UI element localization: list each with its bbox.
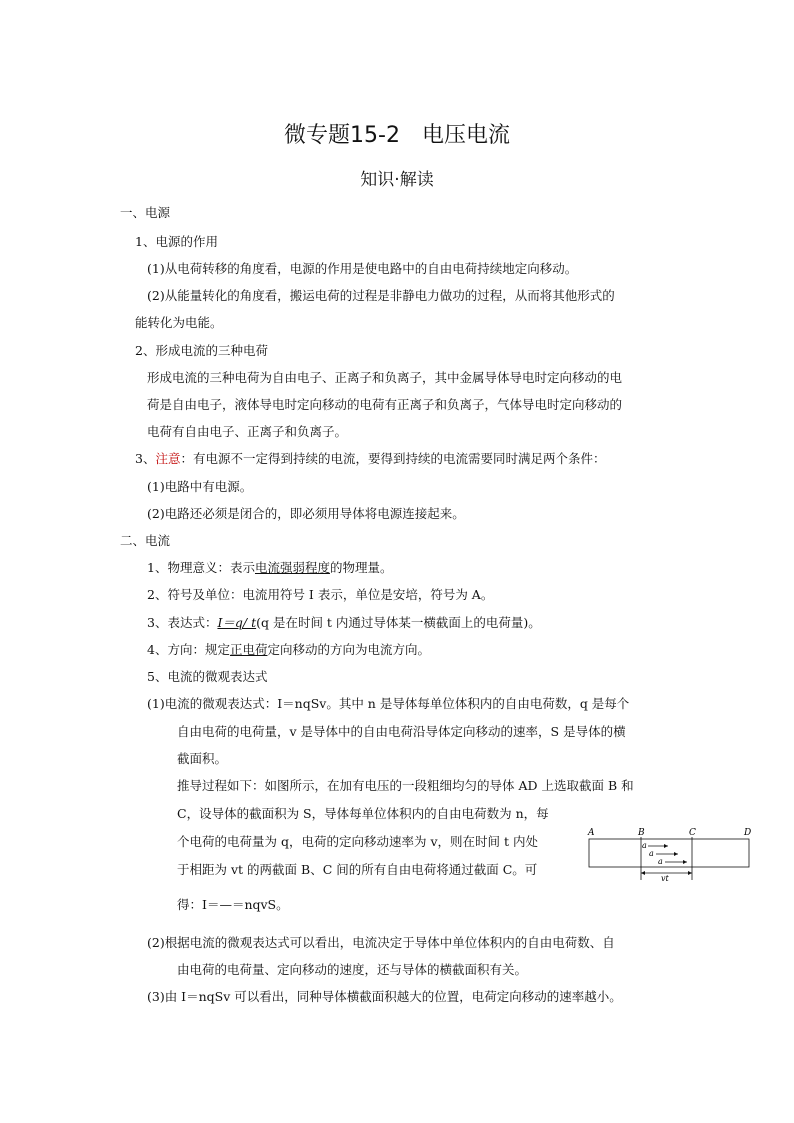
paragraph-line: 于相距为 vt 的两截面 B、C 间的所有自由电荷将通过截面 C。可 [177,862,538,877]
note-label: 注意 [155,451,181,466]
text-span: (q 是在时间 t 内通过导体某一横截面上的电荷量)。 [256,615,541,630]
paragraph-line: 自由电荷的电荷量，v 是导体中的自由电荷沿导体定向移动的速率，S 是导体的横 [177,724,626,739]
paragraph-line: 截面积。 [177,751,228,766]
underlined-term: 电流强弱程度 [254,560,330,575]
text-span: 3、表达式： [147,615,218,630]
arrowhead [674,852,678,856]
text-span: 1、物理意义：表示 [147,560,255,575]
paragraph-line: (1)从电荷转移的角度看，电源的作用是使电路中的自由电荷持续地定向移动。 [147,261,578,276]
paragraph-line: 由电荷的电荷量、定向移动的速度，还与导体的横截面积有关。 [177,962,528,977]
paragraph-line: 个电荷的电荷量为 q，电荷的定向移动速率为 v，则在时间 t 内处 [177,834,538,849]
paragraph-line: 5、电流的微观表达式 [147,669,268,684]
note-text: ：有电源不一定得到持续的电流，要得到持续的电流需要同时满足两个条件： [180,451,606,466]
arrowhead [641,871,645,875]
paragraph-line: 形成电流的三种电荷为自由电子、正离子和负离子，其中金属导体导电时定向移动的电 [147,370,623,385]
paragraph-line: (2)根据电流的微观表达式可以看出，电流决定于导体中单位体积内的自由电荷数、自 [147,935,615,950]
paragraph-line: 推导过程如下：如图所示，在加有电压的一段粗细均匀的导体 AD 上选取截面 B 和 [177,778,634,793]
paragraph-line [147,562,393,575]
section-heading-power-source: 一、电源 [120,205,171,220]
text-span: 的物理量。 [329,560,393,575]
page-title: 微专题15-2 电压电流 [284,123,510,148]
conductor-body [589,839,749,867]
paragraph-line: 2、符号及单位：电流用符号 I 表示，单位是安培，符号为 A。 [147,587,494,602]
page-subtitle: 知识·解读 [360,170,434,190]
paragraph-line: (1)电路中有电源。 [147,479,253,494]
label-b: B [638,828,645,838]
section-heading-current: 二、电流 [120,533,171,548]
paragraph-line: (1)电流的微观表达式：I＝nqSv。其中 n 是导体每单位体积内的自由电荷数，q 是每个 [147,696,630,711]
arrowhead [683,860,687,864]
item-title-three-charges: 2、形成电流的三种电荷 [135,343,268,358]
paragraph-line: C，设导体的截面积为 S，导体每单位体积内的自由电荷数为 n，每 [177,806,549,821]
charge-label: a [649,849,654,858]
conductor-diagram [586,826,756,884]
paragraph-line: 荷是自由电子，液体导电时定向移动的电荷有正离子和负离子，气体导电时定向移动的 [147,397,623,412]
text-span: 4、方向：规定 [147,642,230,657]
paragraph-line [147,644,430,657]
distance-label: vt [661,874,669,883]
paragraph-line: (2)从能量转化的角度看，搬运电荷的过程是非静电力做功的过程，从而将其他形式的 [147,288,615,303]
current-formula: I＝q/ t [217,615,257,630]
text-span: 定向移动的方向为电流方向。 [267,642,430,657]
label-c: C [689,828,696,838]
charge-label: a [642,841,647,850]
paragraph-line: 能转化为电能。 [135,315,223,330]
paragraph-line: 电荷有自由电子、正离子和负离子。 [147,424,348,439]
note-line [135,453,605,466]
arrowhead [688,871,692,875]
note-number: 3、 [135,451,156,466]
arrowhead [664,844,668,848]
underlined-term: 正电荷 [229,642,268,657]
label-d: D [744,828,752,838]
charge-label: a [658,857,663,866]
label-a: A [588,828,595,838]
paragraph-line: (2)电路还必须是闭合的，即必须用导体将电源连接起来。 [147,506,465,521]
paragraph-line: 得：I＝—＝nqvS。 [177,897,289,912]
item-title-role: 1、电源的作用 [135,234,218,249]
paragraph-line: (3)由 I＝nqSv 可以看出，同种导体横截面积越大的位置，电荷定向移动的速率越小。 [147,989,622,1004]
paragraph-line [147,617,541,630]
